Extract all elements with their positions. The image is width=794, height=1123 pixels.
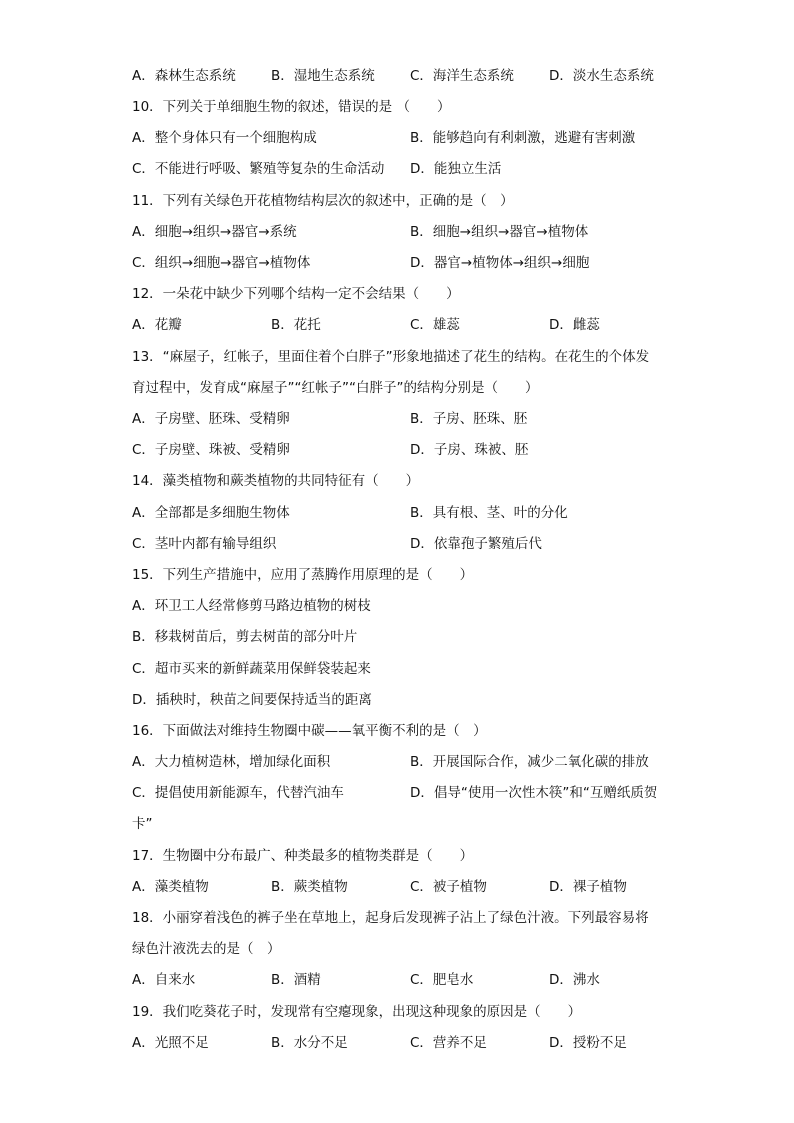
option-a: A．光照不足 (132, 1035, 209, 1051)
options-row (132, 221, 672, 243)
options-row (132, 252, 672, 274)
option-c: C．肥皂水 (410, 972, 474, 988)
question-stem-line-2: 育过程中，发育成“麻屋子”“红帐子”“白胖子”的结构分别是（ ） (132, 380, 539, 396)
question-stem: 14．藻类植物和蕨类植物的共同特征有（ ） (132, 473, 420, 489)
option-c: C．营养不足 (410, 1035, 487, 1051)
option-a: A．子房壁、胚珠、受精卵 (132, 411, 290, 427)
options-row (132, 1032, 672, 1054)
options-row (132, 533, 672, 555)
option-c: C．海洋生态系统 (410, 68, 514, 84)
option-c: C．不能进行呼吸、繁殖等复杂的生命活动 (132, 161, 385, 177)
option-c: C．子房壁、珠被、受精卵 (132, 442, 290, 458)
question-stem-line-2: 绿色汁液洗去的是（ ） (132, 941, 281, 957)
option-d: D．裸子植物 (549, 879, 627, 895)
options-row (132, 969, 672, 991)
option-b: B．子房、胚珠、胚 (410, 411, 528, 427)
options-row (132, 782, 672, 804)
option-a: A．环卫工人经常修剪马路边植物的树枝 (132, 598, 371, 614)
options-row (132, 502, 672, 524)
option-a: A．森林生态系统 (132, 68, 236, 84)
question-stem: 17．生物圈中分布最广、种类最多的植物类群是（ ） (132, 848, 474, 864)
option-c: C．提倡使用新能源车，代替汽油车 (132, 785, 344, 801)
options-row (132, 158, 672, 180)
question-stem: 16．下面做法对维持生物圈中碳——氧平衡不利的是（ ） (132, 723, 487, 739)
option-a: A．大力植树造林，增加绿化面积 (132, 754, 331, 770)
option-a: A．细胞→组织→器官→系统 (132, 224, 297, 240)
option-d: D．雌蕊 (549, 317, 600, 333)
option-a: A．全部都是多细胞生物体 (132, 505, 290, 521)
option-a: A．整个身体只有一个细胞构成 (132, 130, 317, 146)
option-c: C．茎叶内都有输导组织 (132, 536, 277, 552)
option-b: B．蕨类植物 (271, 879, 348, 895)
option-c: C．被子植物 (410, 879, 487, 895)
option-b: B．能够趋向有利刺激，逃避有害刺激 (410, 130, 636, 146)
option-d: D．授粉不足 (549, 1035, 627, 1051)
question-stem: 19．我们吃葵花子时，发现常有空瘪现象，出现这种现象的原因是（ ） (132, 1004, 582, 1020)
option-d: D．沸水 (549, 972, 600, 988)
option-b: B．开展国际合作，减少二氧化碳的排放 (410, 754, 649, 770)
option-c: C．组织→细胞→器官→植物体 (132, 255, 311, 271)
option-b: B．酒精 (271, 972, 321, 988)
option-d: D．子房、珠被、胚 (410, 442, 529, 458)
option-b: B．细胞→组织→器官→植物体 (410, 224, 589, 240)
option-b: B．湿地生态系统 (271, 68, 375, 84)
option-b: B．水分不足 (271, 1035, 348, 1051)
option-a: A．自来水 (132, 972, 196, 988)
option-d: D．倡导“使用一次性木筷”和“互赠纸质贺 (410, 785, 658, 801)
option-b: B．移栽树苗后，剪去树苗的部分叶片 (132, 629, 358, 645)
options-row (132, 876, 672, 898)
question-stem: 12．一朵花中缺少下列哪个结构一定不会结果（ ） (132, 286, 460, 302)
option-d: D．能独立生活 (410, 161, 502, 177)
option-a: A．藻类植物 (132, 879, 209, 895)
options-row (132, 439, 672, 461)
question-stem-line-1: 18．小丽穿着浅色的裤子坐在草地上，起身后发现裤子沾上了绿色汁液。下列最容易将 (132, 910, 649, 926)
options-row (132, 751, 672, 773)
options-row (132, 408, 672, 430)
option-a: A．花瓣 (132, 317, 182, 333)
question-stem: 10．下列关于单细胞生物的叙述，错误的是 （ ） (132, 99, 451, 115)
option-b: B．花托 (271, 317, 321, 333)
option-d-wrap: 卡” (132, 816, 153, 832)
option-d: D．插秧时，秧苗之间要保持适当的距离 (132, 692, 372, 708)
question-stem: 11．下列有关绿色开花植物结构层次的叙述中，正确的是（ ） (132, 193, 514, 209)
question-stem: 15．下列生产措施中，应用了蒸腾作用原理的是（ ） (132, 567, 474, 583)
option-d: D．器官→植物体→组织→细胞 (410, 255, 590, 271)
option-d: D．淡水生态系统 (549, 68, 654, 84)
options-row (132, 127, 672, 149)
option-c: C．雄蕊 (410, 317, 460, 333)
option-b: B．具有根、茎、叶的分化 (410, 505, 568, 521)
q9-options-row (132, 65, 672, 87)
option-c: C．超市买来的新鲜蔬菜用保鲜袋装起来 (132, 661, 371, 677)
options-row (132, 314, 672, 336)
option-d: D．依靠孢子繁殖后代 (410, 536, 542, 552)
question-stem-line-1: 13．“麻屋子，红帐子，里面住着个白胖子”形象地描述了花生的结构。在花生的个体发 (132, 349, 650, 365)
